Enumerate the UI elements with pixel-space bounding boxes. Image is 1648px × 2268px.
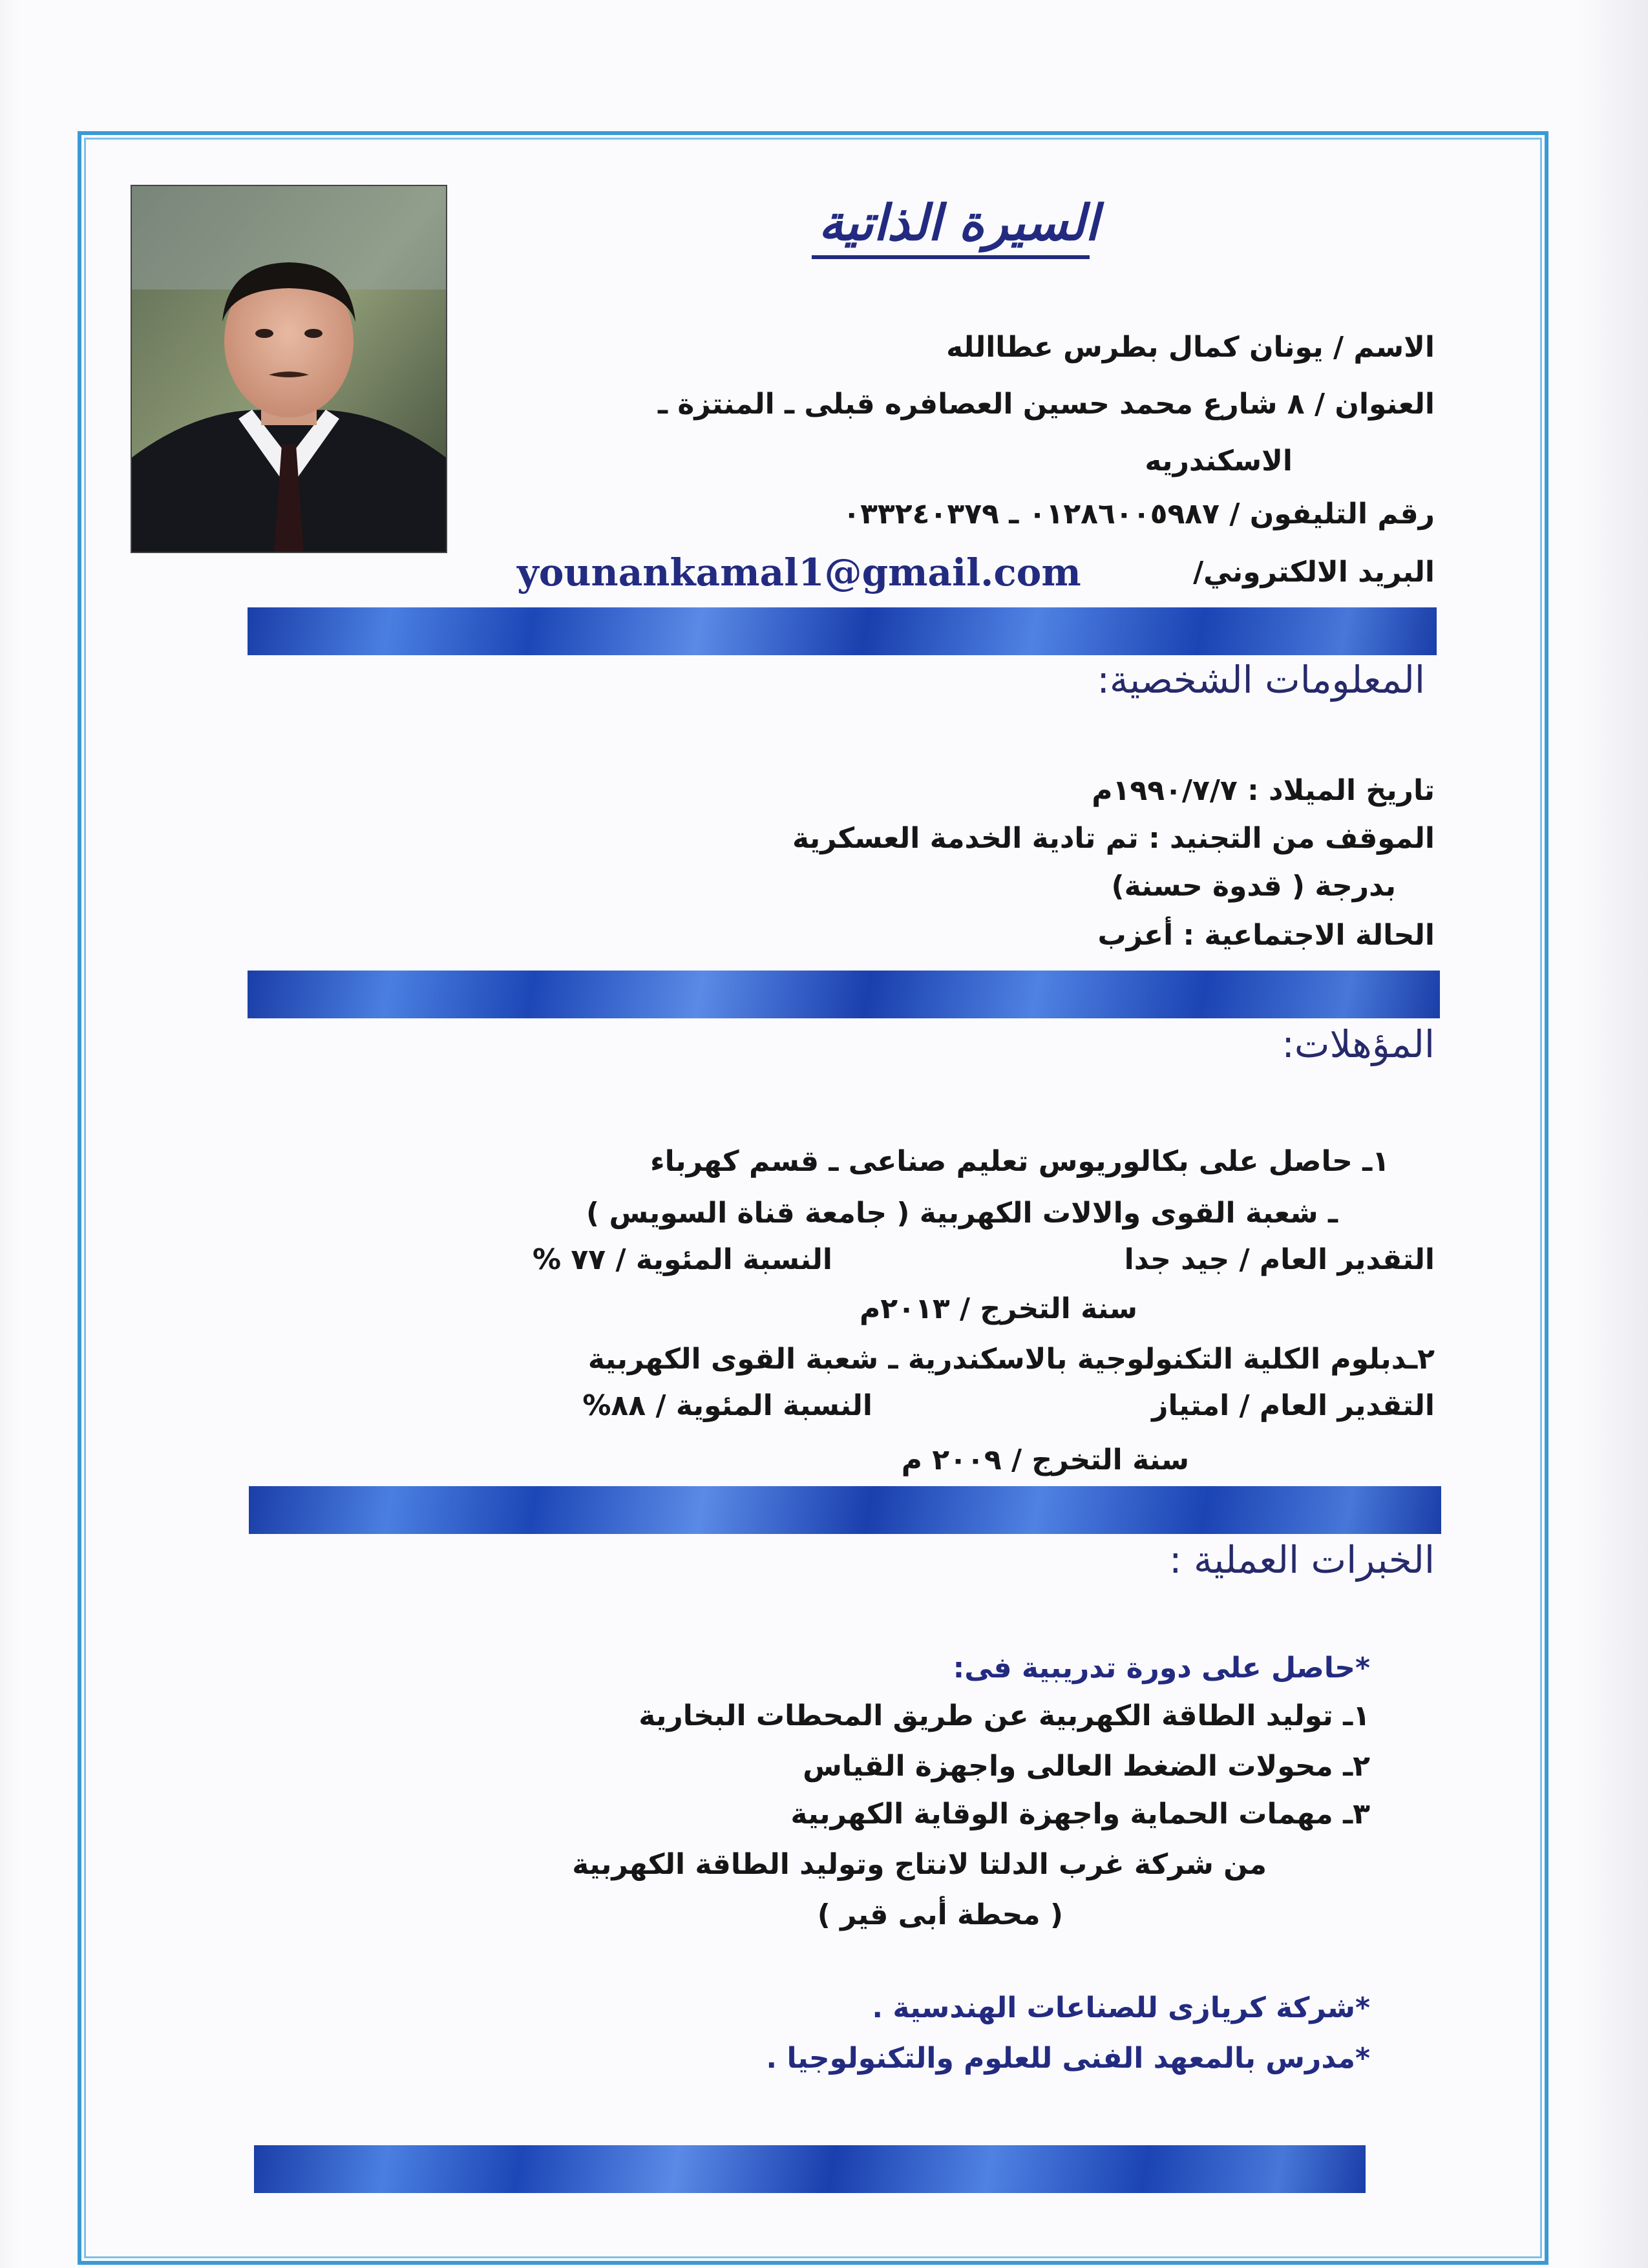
personal-heading: المعلومات الشخصية:	[1097, 658, 1425, 702]
training-course-2: ٢ـ محولات الضغط العالى واجهزة القياس	[803, 1750, 1370, 1783]
profile-photo	[131, 185, 447, 553]
training-course-1: ١ـ توليد الطاقة الكهربية عن طريق المحطات البخارية	[639, 1699, 1370, 1732]
job-2: *مدرس بالمعهد الفنى للعلوم والتكنولوجيا .	[766, 2042, 1370, 2075]
birth-date: تاريخ الميلاد : ١٩٩٠/٧/٧م	[1092, 774, 1435, 807]
experience-heading: الخبرات العملية :	[1169, 1538, 1435, 1582]
marital-status: الحالة الاجتماعية : أعزب	[1097, 919, 1435, 952]
training-station: ( محطة أبى قير )	[817, 1898, 1063, 1931]
qualifications-heading: المؤهلات:	[1282, 1022, 1435, 1066]
qualification-2-percent: النسبة المئوية / ٨٨%	[582, 1389, 872, 1422]
qualification-1-line-2: ـ شعبة القوى والالات الكهربية ( جامعة قناة السويس )	[586, 1197, 1338, 1230]
divider-bar-3	[249, 1486, 1441, 1534]
address-line-2: الاسكندريه	[1145, 445, 1293, 478]
page-title: السيرة الذاتية	[818, 194, 1099, 251]
address-line-1: العنوان / ٨ شارع محمد حسين العصافره قبلى ـ المنتزة ـ	[657, 388, 1435, 421]
qualification-1-percent: النسبة المئوية / ٧٧ %	[533, 1243, 832, 1276]
training-company: من شركة غرب الدلتا لانتاج وتوليد الطاقة الكهربية	[572, 1848, 1267, 1881]
qualification-2-line-1: ٢ـدبلوم الكلية التكنولوجية بالاسكندرية ـ شعبة القوى الكهربية	[587, 1343, 1435, 1376]
email-link[interactable]: younankamal1@gmail.com	[517, 551, 1081, 594]
qualification-1-year: سنة التخرج / ٢٠١٣م	[860, 1292, 1137, 1325]
name-line: الاسم / يونان كمال بطرس عطاالله	[946, 331, 1435, 364]
divider-bar-2	[248, 971, 1440, 1018]
email-label: البريد الالكتروني/	[1193, 556, 1435, 589]
military-status: الموقف من التجنيد : تم تادية الخدمة العسكرية	[792, 822, 1435, 855]
job-1: *شركة كريازى للصناعات الهندسية .	[872, 1991, 1370, 2024]
training-course-3: ٣ـ مهمات الحماية واجهزة الوقاية الكهربية	[790, 1798, 1370, 1831]
qualification-1-line-1: ١ـ حاصل على بكالوريوس تعليم صناعى ـ قسم كهرباء	[650, 1145, 1389, 1178]
qualification-1-grade: التقدير العام / جيد جدا	[1124, 1243, 1435, 1276]
divider-bar-1	[248, 607, 1437, 655]
qualification-2-grade: التقدير العام / امتياز	[1152, 1389, 1435, 1422]
military-grade: بدرجة ( قدوة حسنة)	[1111, 870, 1396, 903]
training-intro: *حاصل على دورة تدريبية فى:	[953, 1652, 1370, 1685]
qualification-2-year: سنة التخرج / ٢٠٠٩ م	[901, 1444, 1189, 1476]
title-underline	[812, 255, 1090, 259]
divider-bar-4	[254, 2145, 1366, 2193]
phone-line: رقم التليفون / ٠١٢٨٦٠٠٥٩٨٧ ـ ٠٣٣٢٤٠٣٧٩	[843, 498, 1435, 530]
